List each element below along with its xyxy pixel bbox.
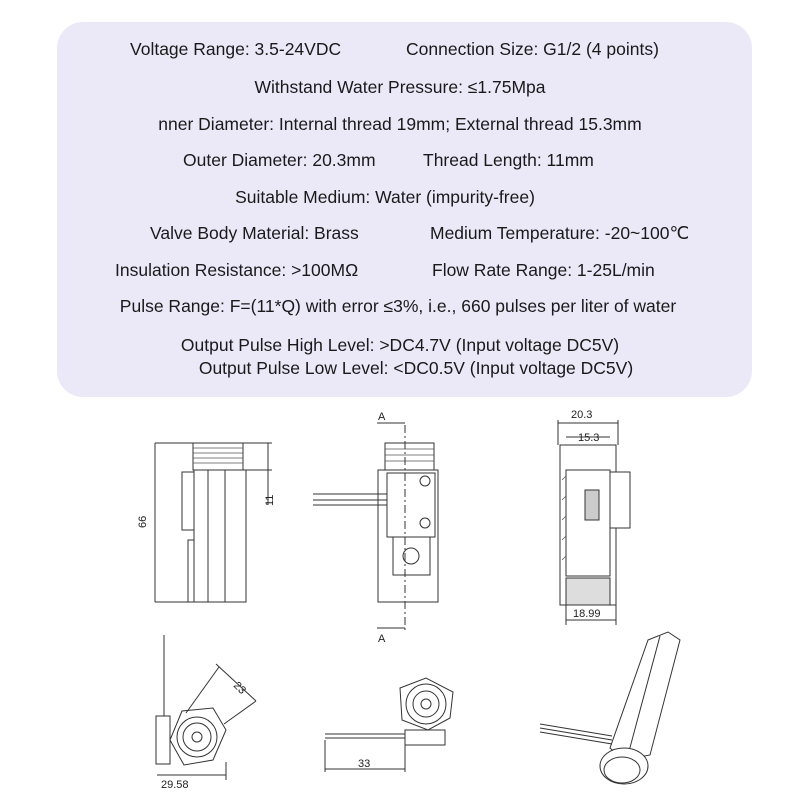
dim-wire-label: 33 [358,758,371,770]
dim-outer-label: 20.3 [571,409,593,421]
section-view [558,409,630,625]
spec-insulation-resistance: Insulation Resistance: >100MΩ [115,260,359,280]
spec-connection-size: Connection Size: G1/2 (4 points) [406,39,659,59]
dim-thread-label: 11 [264,494,276,506]
front-view [313,411,438,645]
spec-water-pressure: Withstand Water Pressure: ≤1.75Mpa [254,77,546,97]
end-view-left [156,635,256,791]
dim-inner-label: 15.3 [578,432,600,444]
spec-voltage-range: Voltage Range: 3.5-24VDC [130,39,342,59]
spec-pulse-high: Output Pulse High Level: >DC4.7V (Input voltage DC5V) [180,335,620,355]
dim-height-label: 66 [137,515,149,528]
spec-medium-temperature: Medium Temperature: -20~100℃ [430,223,690,243]
section-label-bottom: A [378,633,386,645]
spec-body-material: Valve Body Material: Brass [150,223,359,243]
spec-pulse-low: Output Pulse Low Level: <DC0.5V (Input voltage DC5V) [198,358,634,378]
spec-flow-rate: Flow Rate Range: 1-25L/min [432,260,655,280]
spec-inner-diameter: nner Diameter: Internal thread 19mm; External thread 15.3mm [158,114,642,134]
dim-internal-label: 18.99 [573,608,601,620]
spec-thread-length: Thread Length: 11mm [423,150,594,170]
spec-medium: Suitable Medium: Water (impurity-free) [235,187,535,207]
spec-pulse-range: Pulse Range: F=(11*Q) with error ≤3%, i.e., 660 pulses per liter of water [119,296,677,316]
side-view [137,443,276,602]
spec-outer-diameter: Outer Diameter: 20.3mm [183,150,376,170]
dim-width-label: 29.58 [161,779,189,791]
dim-hex-label: 23 [230,679,249,697]
section-label-top: A [378,411,386,423]
isometric-view [540,632,680,784]
end-view-center [325,678,453,772]
